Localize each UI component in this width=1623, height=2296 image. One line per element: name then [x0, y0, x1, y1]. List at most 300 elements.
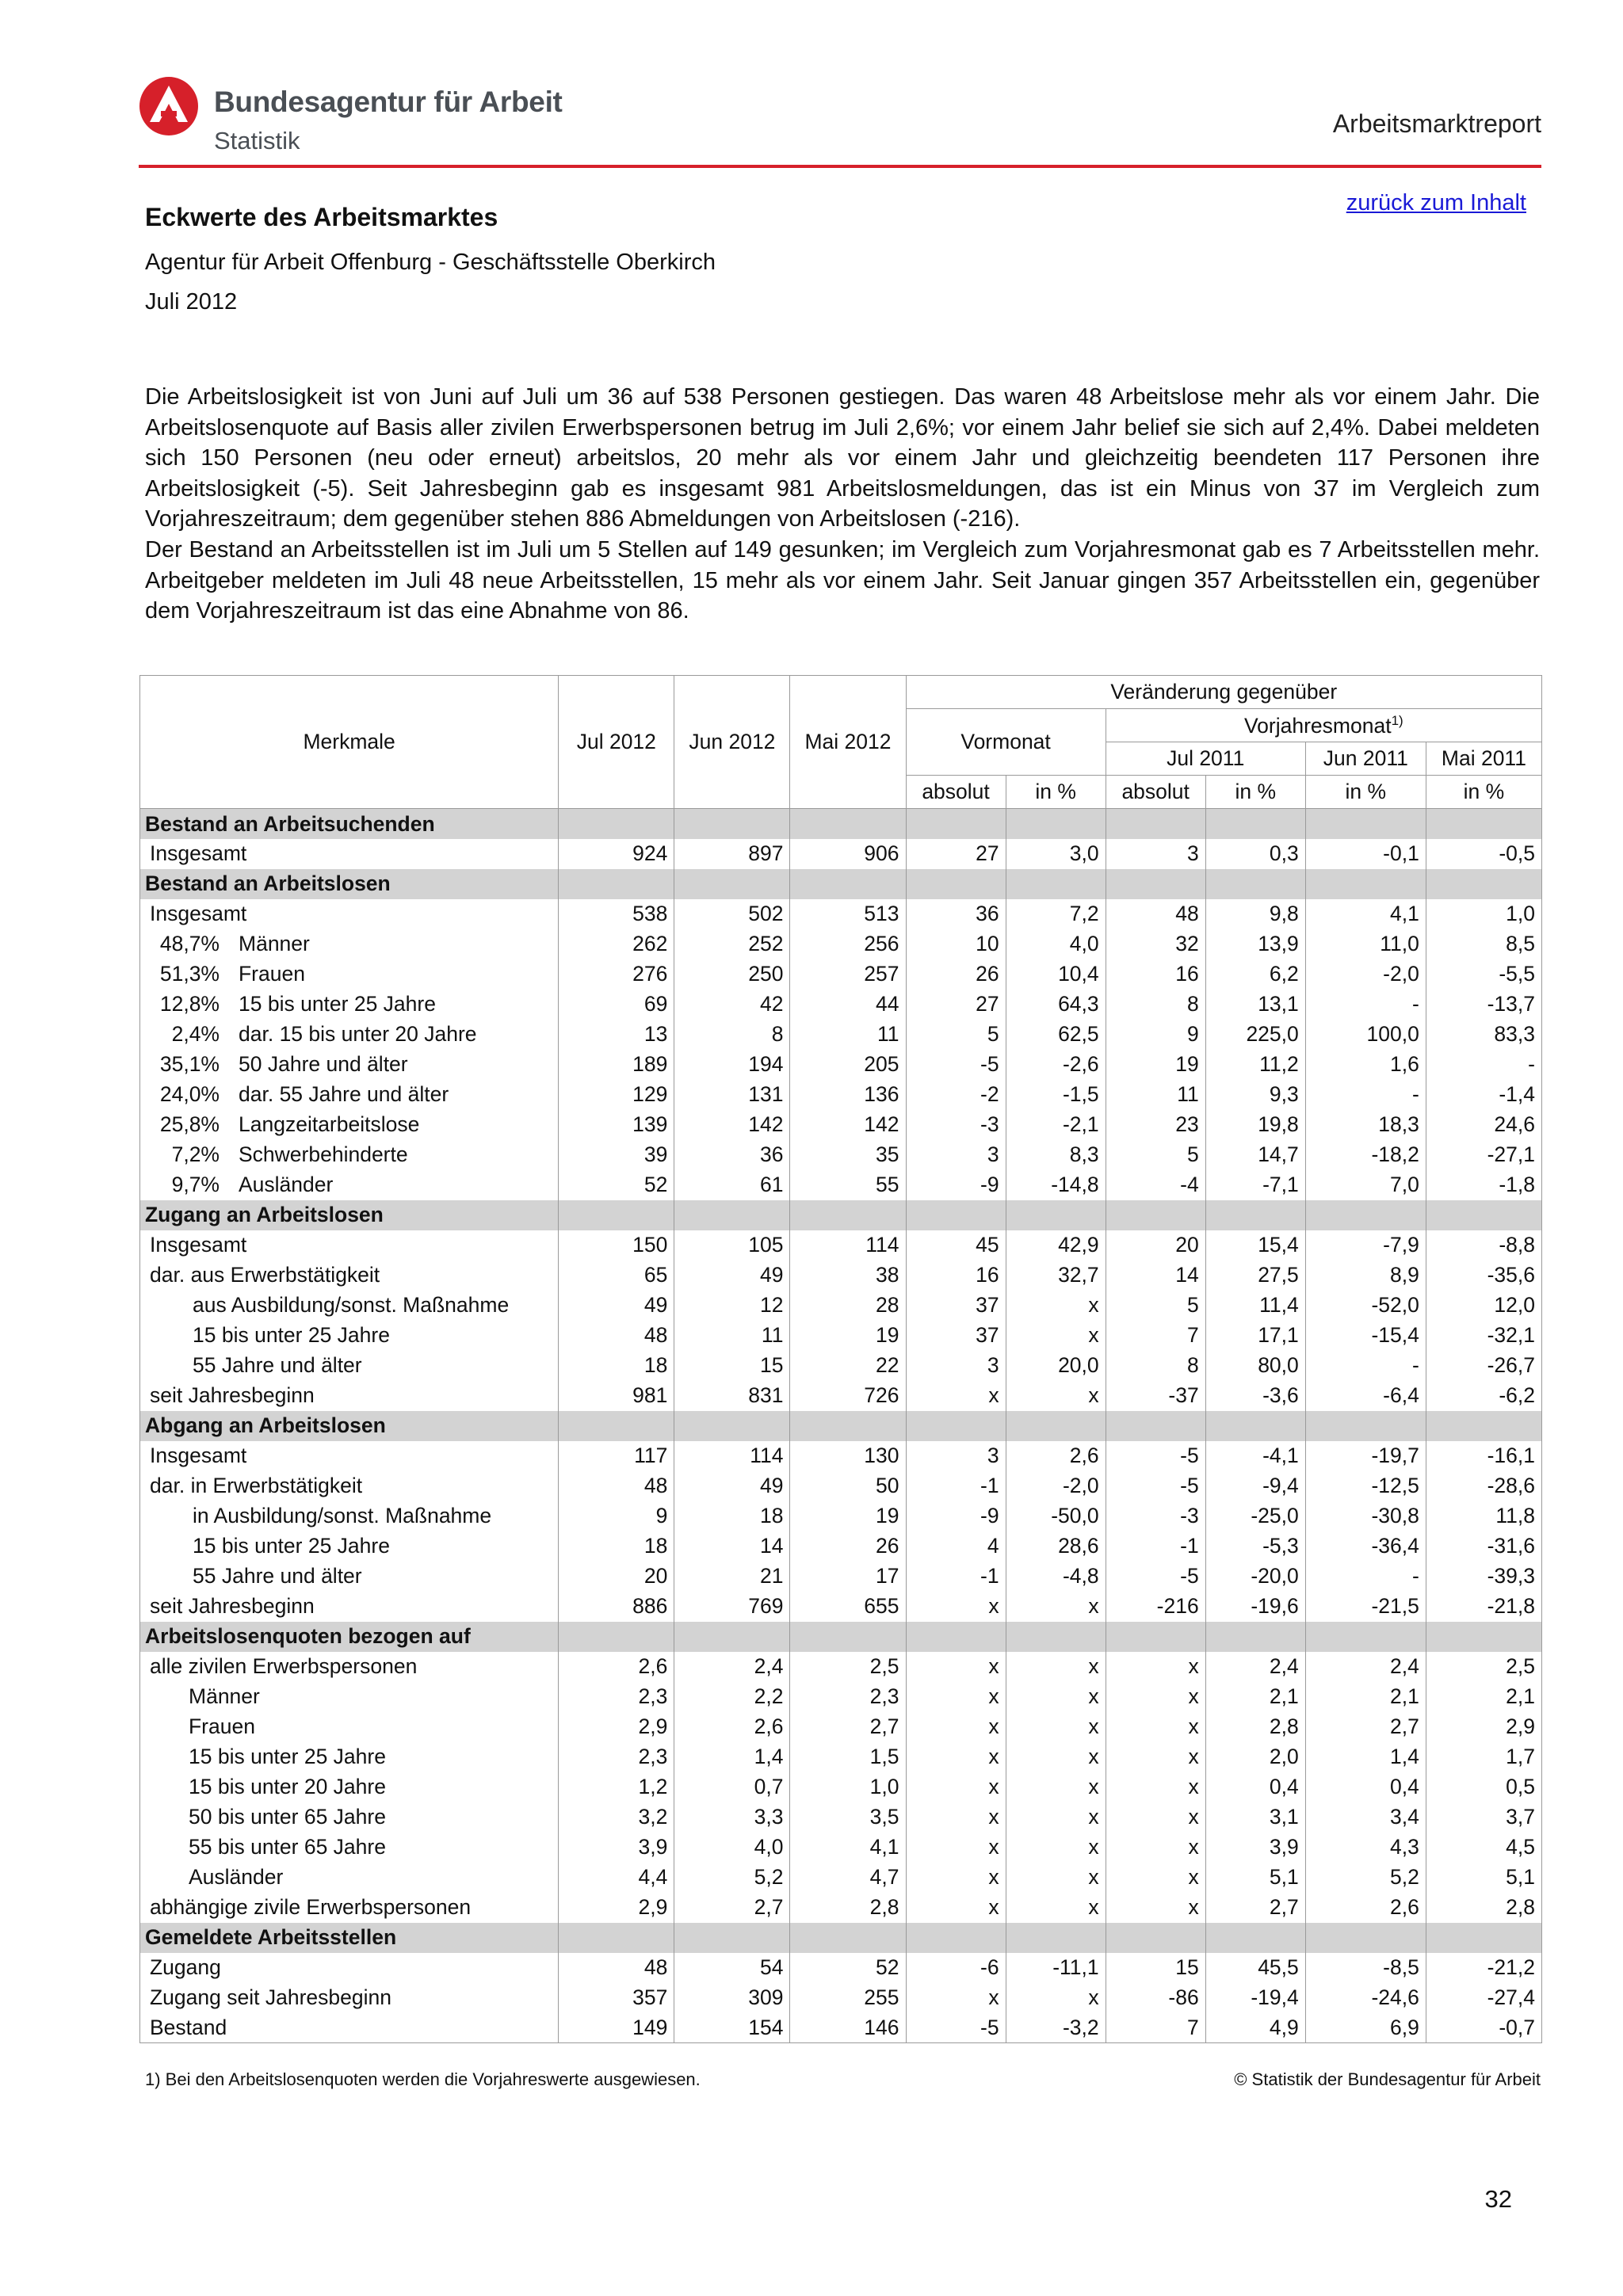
value-cell: 1,4	[1305, 1742, 1426, 1772]
value-cell: 48	[559, 1953, 674, 1983]
col-header-mai2011: Mai 2011	[1426, 742, 1541, 776]
row-label: 15 bis unter 20 Jahre	[189, 1775, 386, 1799]
value-cell: 114	[674, 1441, 790, 1471]
value-cell: -1,8	[1426, 1170, 1541, 1200]
value-cell: -25,0	[1205, 1501, 1305, 1531]
value-cell: 4,3	[1305, 1833, 1426, 1863]
value-cell: -31,6	[1426, 1531, 1541, 1562]
value-cell: 3,1	[1205, 1802, 1305, 1833]
section-filler-cell	[1205, 1411, 1305, 1441]
value-cell: -18,2	[1305, 1140, 1426, 1170]
value-cell: 5	[1106, 1140, 1205, 1170]
value-cell: -37	[1106, 1381, 1205, 1411]
col-header-merkmale: Merkmale	[140, 676, 559, 809]
value-cell: 2,9	[1426, 1712, 1541, 1742]
row-share-pct: 24,0%	[159, 1082, 220, 1107]
row-label: Männer	[239, 932, 310, 956]
row-label: 50 bis unter 65 Jahre	[189, 1805, 386, 1829]
value-cell: 538	[559, 899, 674, 929]
value-cell: 897	[674, 839, 790, 869]
value-cell: 11	[674, 1321, 790, 1351]
value-cell: 5,2	[1305, 1863, 1426, 1893]
value-cell: 18,3	[1305, 1110, 1426, 1140]
col-header-jun2012: Jun 2012	[674, 676, 790, 809]
row-label: Insgesamt	[150, 902, 247, 926]
section-filler-cell	[1205, 1923, 1305, 1953]
value-cell: 4,0	[674, 1833, 790, 1863]
value-cell: x	[906, 1983, 1006, 2013]
value-cell: 1,2	[559, 1772, 674, 1802]
value-cell: x	[1006, 1381, 1106, 1411]
row-label-cell	[140, 1381, 559, 1411]
value-cell: x	[1106, 1682, 1205, 1712]
value-cell: -32,1	[1426, 1321, 1541, 1351]
row-label: dar. aus Erwerbstätigkeit	[150, 1263, 380, 1287]
row-label: Langzeitarbeitslose	[239, 1112, 420, 1137]
col-header-jul2011: Jul 2011	[1106, 742, 1305, 776]
col-header-absolut-vorjahr: absolut	[1106, 776, 1205, 809]
value-cell: 15,4	[1205, 1230, 1305, 1261]
value-cell: 0,3	[1205, 839, 1305, 869]
value-cell: 225,0	[1205, 1020, 1305, 1050]
value-cell: -4,8	[1006, 1562, 1106, 1592]
value-cell: 61	[674, 1170, 790, 1200]
value-cell: 257	[790, 959, 906, 990]
value-cell: 32	[1106, 929, 1205, 959]
value-cell: 36	[906, 899, 1006, 929]
footnote: 1) Bei den Arbeitslosenquoten werden die Vorjahreswerte ausgewiesen.	[145, 2069, 701, 2089]
value-cell: x	[1106, 1712, 1205, 1742]
value-cell: -3,2	[1006, 2013, 1106, 2043]
value-cell: -5	[1106, 1441, 1205, 1471]
section-header-row	[140, 869, 1542, 899]
period-subtitle: Juli 2012	[145, 289, 238, 315]
value-cell: 35	[790, 1140, 906, 1170]
section-filler-cell	[906, 809, 1006, 839]
value-cell: 255	[790, 1983, 906, 2013]
value-cell: -5,5	[1426, 959, 1541, 990]
value-cell: -1,5	[1006, 1080, 1106, 1110]
value-cell: 14	[1106, 1261, 1205, 1291]
row-label-cell	[140, 1170, 559, 1200]
value-cell: -5	[1106, 1562, 1205, 1592]
section-filler-cell	[790, 809, 906, 839]
section-label: Bestand an Arbeitslosen	[140, 869, 559, 899]
value-cell: 27,5	[1205, 1261, 1305, 1291]
table-row	[140, 1261, 1542, 1291]
section-filler-cell	[674, 869, 790, 899]
value-cell: 45,5	[1205, 1953, 1305, 1983]
labor-market-table	[139, 675, 1542, 2043]
value-cell: x	[906, 1893, 1006, 1923]
value-cell: 2,5	[790, 1652, 906, 1682]
value-cell: 36	[674, 1140, 790, 1170]
section-filler-cell	[790, 1923, 906, 1953]
section-filler-cell	[1106, 1923, 1205, 1953]
table-row	[140, 1050, 1542, 1080]
org-name: Bundesagentur für Arbeit	[214, 86, 563, 118]
section-filler-cell	[1305, 869, 1426, 899]
value-cell: x	[1106, 1893, 1205, 1923]
row-label-cell	[140, 1592, 559, 1622]
value-cell: 8	[1106, 990, 1205, 1020]
section-filler-cell	[1006, 1622, 1106, 1652]
table-row	[140, 1471, 1542, 1501]
value-cell: 3,3	[674, 1802, 790, 1833]
row-label-cell	[140, 1802, 559, 1833]
row-label-cell	[140, 2013, 559, 2043]
row-share-pct: 12,8%	[159, 992, 220, 1016]
value-cell: 4,4	[559, 1863, 674, 1893]
row-label: 15 bis unter 25 Jahre	[189, 1745, 386, 1769]
section-filler-cell	[1106, 1200, 1205, 1230]
value-cell: 2,6	[1006, 1441, 1106, 1471]
section-header-row	[140, 809, 1542, 839]
value-cell: 2,4	[674, 1652, 790, 1682]
value-cell: 3	[906, 1351, 1006, 1381]
value-cell: 189	[559, 1050, 674, 1080]
value-cell: 11,0	[1305, 929, 1426, 959]
row-label-cell	[140, 1531, 559, 1562]
row-label-cell	[140, 1261, 559, 1291]
value-cell: x	[906, 1802, 1006, 1833]
value-cell: 22	[790, 1351, 906, 1381]
value-cell: 62,5	[1006, 1020, 1106, 1050]
value-cell: -27,4	[1426, 1983, 1541, 2013]
value-cell: 981	[559, 1381, 674, 1411]
value-cell: -26,7	[1426, 1351, 1541, 1381]
section-filler-cell	[1426, 1923, 1541, 1953]
section-filler-cell	[559, 1923, 674, 1953]
value-cell: 48	[559, 1471, 674, 1501]
value-cell: 13,9	[1205, 929, 1305, 959]
row-label-cell	[140, 1562, 559, 1592]
value-cell: 250	[674, 959, 790, 990]
value-cell: 129	[559, 1080, 674, 1110]
col-header-pct-mai2011: in %	[1426, 776, 1541, 809]
value-cell: 2,3	[790, 1682, 906, 1712]
section-filler-cell	[1106, 1622, 1205, 1652]
value-cell: -86	[1106, 1983, 1205, 2013]
value-cell: 3,5	[790, 1802, 906, 1833]
value-cell: -6,2	[1426, 1381, 1541, 1411]
table-row	[140, 1381, 1542, 1411]
value-cell: 9	[1106, 1020, 1205, 1050]
table-row	[140, 959, 1542, 990]
value-cell: 3,9	[1205, 1833, 1305, 1863]
value-cell: 131	[674, 1080, 790, 1110]
value-cell: -7,9	[1305, 1230, 1426, 1261]
value-cell: x	[906, 1592, 1006, 1622]
row-label-cell	[140, 1050, 559, 1080]
value-cell: -9	[906, 1501, 1006, 1531]
row-label: seit Jahresbeginn	[150, 1594, 315, 1619]
row-label: 55 Jahre und älter	[193, 1564, 362, 1589]
value-cell: 20,0	[1006, 1351, 1106, 1381]
value-cell: 44	[790, 990, 906, 1020]
value-cell: 2,6	[674, 1712, 790, 1742]
value-cell: 19	[790, 1321, 906, 1351]
value-cell: 2,4	[1205, 1652, 1305, 1682]
value-cell: 0,4	[1305, 1772, 1426, 1802]
value-cell: 13	[559, 1020, 674, 1050]
row-label: Schwerbehinderte	[239, 1142, 408, 1167]
section-filler-cell	[906, 869, 1006, 899]
value-cell: 1,4	[674, 1742, 790, 1772]
row-label-cell	[140, 1230, 559, 1261]
value-cell: 5,2	[674, 1863, 790, 1893]
row-label: Frauen	[189, 1714, 255, 1739]
value-cell: x	[1006, 1802, 1106, 1833]
value-cell: -52,0	[1305, 1291, 1426, 1321]
value-cell: 1,5	[790, 1742, 906, 1772]
value-cell: 2,0	[1205, 1742, 1305, 1772]
value-cell: 262	[559, 929, 674, 959]
value-cell: 19,8	[1205, 1110, 1305, 1140]
value-cell: -7,1	[1205, 1170, 1305, 1200]
value-cell: x	[1006, 1652, 1106, 1682]
value-cell: 4,1	[1305, 899, 1426, 929]
value-cell: 1,0	[1426, 899, 1541, 929]
row-label: Männer	[189, 1684, 260, 1709]
section-filler-cell	[559, 1411, 674, 1441]
page-title: Eckwerte des Arbeitsmarktes	[145, 203, 498, 231]
value-cell: 513	[790, 899, 906, 929]
row-label: Bestand	[150, 2016, 227, 2039]
value-cell: 2,8	[790, 1893, 906, 1923]
table-row	[140, 1592, 1542, 1622]
row-label: Insgesamt	[150, 1444, 247, 1468]
value-cell: 3,9	[559, 1833, 674, 1863]
value-cell: -15,4	[1305, 1321, 1426, 1351]
value-cell: x	[906, 1772, 1006, 1802]
row-label-cell	[140, 1682, 559, 1712]
value-cell: 5	[906, 1020, 1006, 1050]
row-label: seit Jahresbeginn	[150, 1383, 315, 1408]
value-cell: 4,9	[1205, 2013, 1305, 2043]
section-filler-cell	[1006, 1200, 1106, 1230]
value-cell: -3,6	[1205, 1381, 1305, 1411]
value-cell: 12	[674, 1291, 790, 1321]
row-share-pct: 25,8%	[159, 1112, 220, 1137]
row-label-cell	[140, 1712, 559, 1742]
table-row	[140, 839, 1542, 869]
row-label-cell	[140, 990, 559, 1020]
table-row	[140, 1652, 1542, 1682]
value-cell: 8,9	[1305, 1261, 1426, 1291]
value-cell: x	[1106, 1802, 1205, 1833]
value-cell: -1,4	[1426, 1080, 1541, 1110]
value-cell: 8	[674, 1020, 790, 1050]
table-row	[140, 1953, 1542, 1983]
value-cell: -3	[906, 1110, 1006, 1140]
section-filler-cell	[1305, 1622, 1426, 1652]
value-cell: x	[1006, 1592, 1106, 1622]
value-cell: 130	[790, 1441, 906, 1471]
value-cell: 54	[674, 1953, 790, 1983]
row-label: Ausländer	[239, 1173, 334, 1197]
value-cell: 11	[1106, 1080, 1205, 1110]
value-cell: 8,5	[1426, 929, 1541, 959]
table-row	[140, 1772, 1542, 1802]
value-cell: -14,8	[1006, 1170, 1106, 1200]
value-cell: 20	[1106, 1230, 1205, 1261]
value-cell: 2,6	[559, 1652, 674, 1682]
table-row	[140, 1562, 1542, 1592]
value-cell: x	[1006, 1291, 1106, 1321]
value-cell: 48	[1106, 899, 1205, 929]
value-cell: 502	[674, 899, 790, 929]
value-cell: 3,7	[1426, 1802, 1541, 1833]
value-cell: -12,5	[1305, 1471, 1426, 1501]
value-cell: -19,4	[1205, 1983, 1305, 2013]
row-label-cell	[140, 1772, 559, 1802]
value-cell: 150	[559, 1230, 674, 1261]
value-cell: -216	[1106, 1592, 1205, 1622]
value-cell: 886	[559, 1592, 674, 1622]
value-cell: 7	[1106, 2013, 1205, 2043]
value-cell: -8,8	[1426, 1230, 1541, 1261]
table-row	[140, 1802, 1542, 1833]
section-filler-cell	[1205, 809, 1305, 839]
section-filler-cell	[1006, 1411, 1106, 1441]
value-cell: 2,9	[559, 1712, 674, 1742]
section-filler-cell	[1106, 869, 1205, 899]
section-filler-cell	[674, 1411, 790, 1441]
section-filler-cell	[1006, 1923, 1106, 1953]
value-cell: 2,7	[1305, 1712, 1426, 1742]
value-cell: 3	[906, 1140, 1006, 1170]
footnote-marker: 1)	[1391, 713, 1403, 729]
value-cell: x	[1006, 1682, 1106, 1712]
value-cell: 154	[674, 2013, 790, 2043]
row-label-cell	[140, 1471, 559, 1501]
value-cell: x	[1106, 1652, 1205, 1682]
value-cell: -20,0	[1205, 1562, 1305, 1592]
back-to-contents-link[interactable]: zurück zum Inhalt	[1346, 190, 1526, 215]
table-row	[140, 899, 1542, 929]
section-filler-cell	[790, 1200, 906, 1230]
row-label: Insgesamt	[150, 841, 247, 866]
section-filler-cell	[1426, 869, 1541, 899]
value-cell: 65	[559, 1261, 674, 1291]
value-cell: 12,0	[1426, 1291, 1541, 1321]
value-cell: -9,4	[1205, 1471, 1305, 1501]
value-cell: 149	[559, 2013, 674, 2043]
intro-text	[145, 382, 1540, 627]
value-cell: -3	[1106, 1501, 1205, 1531]
table-row	[140, 1893, 1542, 1923]
row-label-cell	[140, 899, 559, 929]
value-cell: 26	[906, 959, 1006, 990]
table-row	[140, 1140, 1542, 1170]
value-cell: 309	[674, 1983, 790, 2013]
table-row	[140, 1682, 1542, 1712]
value-cell: 26	[790, 1531, 906, 1562]
section-header-row	[140, 1923, 1542, 1953]
section-filler-cell	[1106, 809, 1205, 839]
value-cell: -0,7	[1426, 2013, 1541, 2043]
value-cell: -6,4	[1305, 1381, 1426, 1411]
value-cell: 24,6	[1426, 1110, 1541, 1140]
value-cell: 42	[674, 990, 790, 1020]
value-cell: 13,1	[1205, 990, 1305, 1020]
value-cell: x	[1006, 1321, 1106, 1351]
row-label-cell	[140, 1742, 559, 1772]
value-cell: 357	[559, 1983, 674, 2013]
value-cell: 27	[906, 839, 1006, 869]
section-filler-cell	[790, 869, 906, 899]
row-label-cell	[140, 1953, 559, 1983]
value-cell: -21,2	[1426, 1953, 1541, 1983]
value-cell: 7	[1106, 1321, 1205, 1351]
value-cell: 2,1	[1426, 1682, 1541, 1712]
value-cell: 5,1	[1426, 1863, 1541, 1893]
copyright: © Statistik der Bundesagentur für Arbeit	[1234, 2069, 1541, 2089]
value-cell: -2	[906, 1080, 1006, 1110]
row-label: dar. 15 bis unter 20 Jahre	[239, 1022, 477, 1047]
row-label: 15 bis unter 25 Jahre	[193, 1534, 390, 1558]
intro-paragraph: Der Bestand an Arbeitsstellen ist im Juli um 5 Stellen auf 149 gesunken; im Vergleich zum Vorjahresmonat gab es 7 Arbeitsstellen mehr. Arbeitgeber meldeten im Juli 48 neue Arbeitsstellen, 15 mehr als vor einem Jahr. Seit Januar gingen 357 Arbeitsstellen ein, gegenüber dem Vorjahreszeitraum ist das eine Abnahme von 86.	[145, 536, 1540, 624]
value-cell: 49	[674, 1471, 790, 1501]
value-cell: 15	[1106, 1953, 1205, 1983]
value-cell: -1	[906, 1471, 1006, 1501]
value-cell: -8,5	[1305, 1953, 1426, 1983]
section-filler-cell	[790, 1622, 906, 1652]
value-cell: 2,7	[1205, 1893, 1305, 1923]
col-header-pct-jul2011: in %	[1205, 776, 1305, 809]
table-row	[140, 990, 1542, 1020]
section-filler-cell	[1426, 809, 1541, 839]
row-label-cell	[140, 1291, 559, 1321]
row-label-cell	[140, 1863, 559, 1893]
value-cell: x	[1006, 1742, 1106, 1772]
row-label: 15 bis unter 25 Jahre	[193, 1323, 390, 1348]
value-cell: 256	[790, 929, 906, 959]
col-header-pct-jun2011: in %	[1305, 776, 1426, 809]
value-cell: 100,0	[1305, 1020, 1426, 1050]
report-title: Arbeitsmarktreport	[1332, 109, 1541, 138]
value-cell: 2,7	[790, 1712, 906, 1742]
value-cell: 52	[559, 1170, 674, 1200]
value-cell: 11,4	[1205, 1291, 1305, 1321]
value-cell: 2,3	[559, 1682, 674, 1712]
value-cell: 37	[906, 1291, 1006, 1321]
value-cell: 21	[674, 1562, 790, 1592]
value-cell: -	[1426, 1050, 1541, 1080]
value-cell: 19	[790, 1501, 906, 1531]
value-cell: 3,4	[1305, 1802, 1426, 1833]
value-cell: 14	[674, 1531, 790, 1562]
row-label-cell	[140, 1020, 559, 1050]
value-cell: 3,2	[559, 1802, 674, 1833]
value-cell: 10,4	[1006, 959, 1106, 990]
value-cell: 831	[674, 1381, 790, 1411]
row-label-cell	[140, 1140, 559, 1170]
table-row	[140, 1742, 1542, 1772]
value-cell: 18	[559, 1531, 674, 1562]
row-label-cell	[140, 1080, 559, 1110]
value-cell: 5,1	[1205, 1863, 1305, 1893]
section-filler-cell	[1006, 869, 1106, 899]
value-cell: 11,8	[1426, 1501, 1541, 1531]
row-label-cell	[140, 1501, 559, 1531]
section-filler-cell	[1106, 1411, 1205, 1441]
row-label: 55 bis unter 65 Jahre	[189, 1835, 386, 1859]
value-cell: 8	[1106, 1351, 1205, 1381]
value-cell: -1	[1106, 1531, 1205, 1562]
value-cell: 142	[674, 1110, 790, 1140]
